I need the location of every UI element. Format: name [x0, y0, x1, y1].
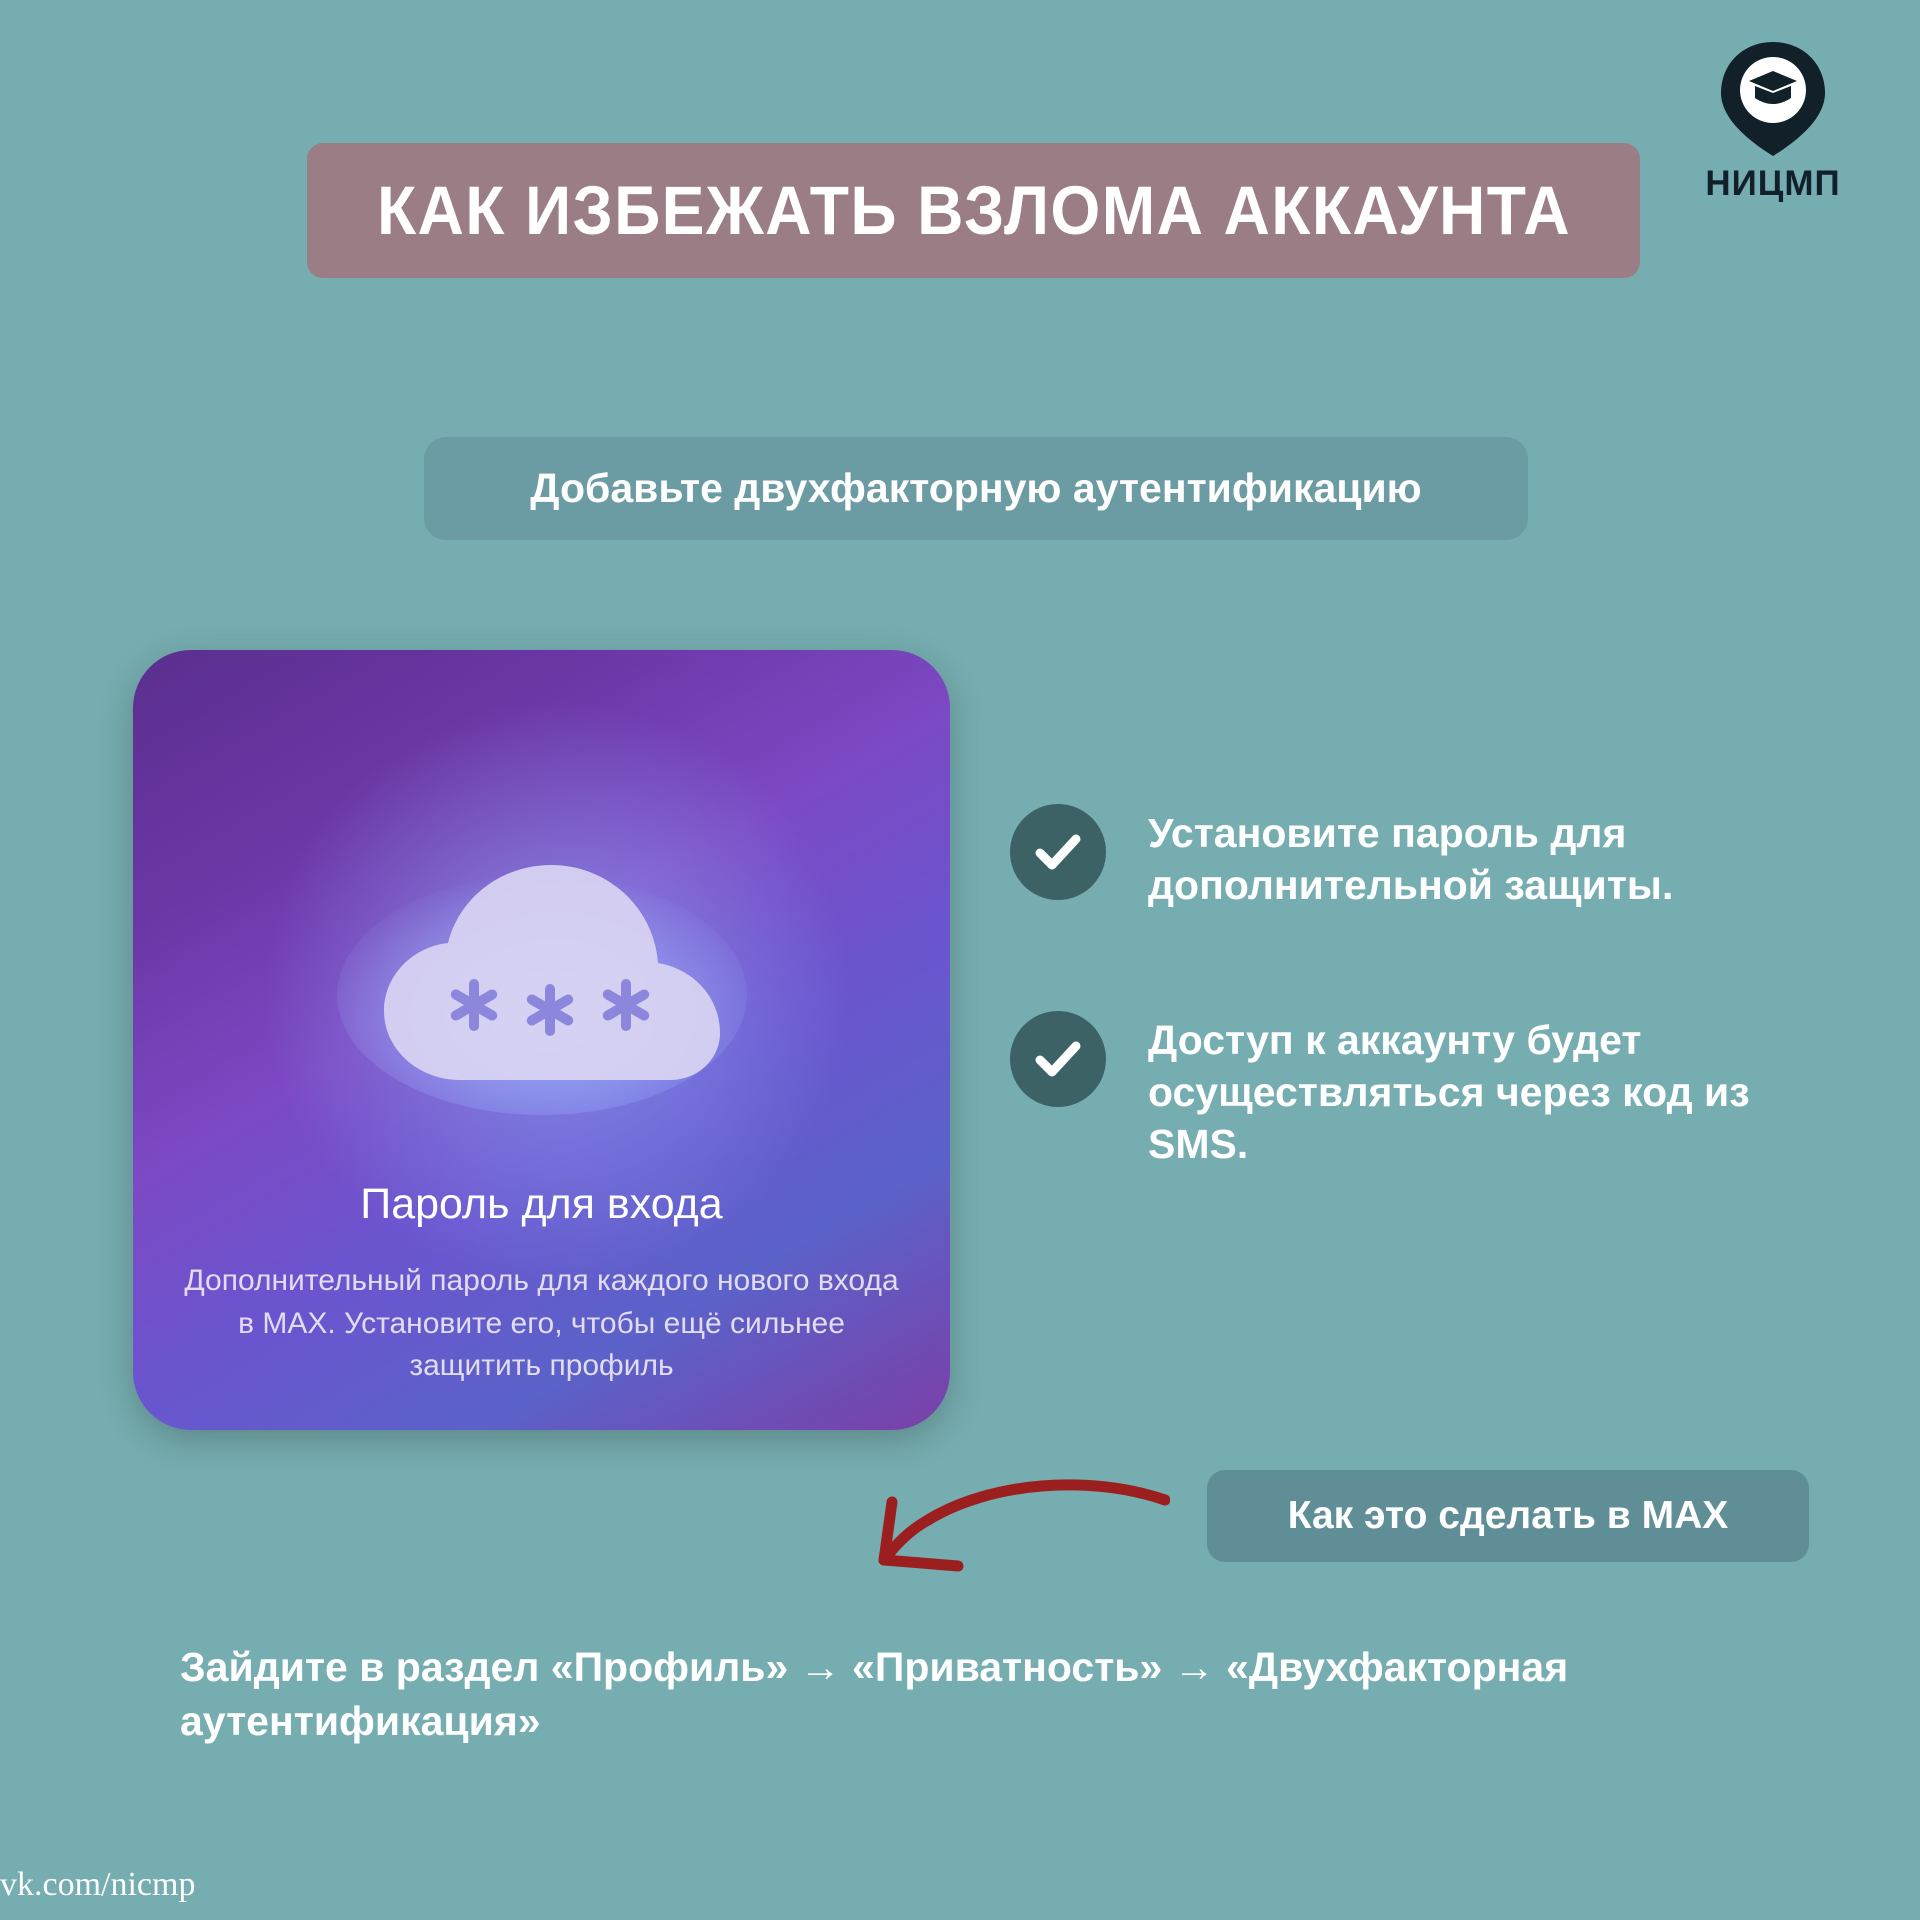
- list-item-label: Установите пароль для дополнительной защиты.: [1148, 810, 1674, 908]
- check-icon: [1010, 804, 1106, 900]
- how-to-pill: [1207, 1470, 1809, 1562]
- subtitle-pill: [424, 437, 1528, 540]
- instruction-text: Зайдите в раздел «Профиль» → «Приватность» → «Двухфакторная аутентификация»: [180, 1644, 1569, 1745]
- list-item: [1010, 1007, 1850, 1170]
- app-screenshot-card: [133, 650, 950, 1430]
- list-item: [1010, 800, 1850, 911]
- how-to-pill-label: Как это сделать в MAX: [1287, 1494, 1729, 1537]
- subtitle-text: Добавьте двухфакторную аутентификацию: [530, 465, 1422, 511]
- page-title: КАК ИЗБЕЖАТЬ ВЗЛОМА АККАУНТА: [376, 172, 1571, 249]
- list-item-label: Доступ к аккаунту будет осуществляться через код из SMS.: [1148, 1017, 1750, 1167]
- app-card-body: Дополнительный пароль для каждого нового входа в MAX. Установите его, чтобы ещё сильнее защитить профиль: [184, 1264, 899, 1383]
- map-pin-graduation-cap-icon: [1717, 40, 1829, 158]
- page-title-banner: [307, 143, 1640, 278]
- brand-logo: [1678, 40, 1868, 204]
- brand-logo-text: НИЦМП: [1705, 164, 1841, 203]
- cloud-password-icon: [332, 830, 752, 1125]
- curved-arrow-left-icon: [840, 1468, 1170, 1593]
- app-card-heading: Пароль для входа: [360, 1180, 723, 1228]
- benefits-list: [1010, 800, 1850, 1266]
- check-icon: [1010, 1011, 1106, 1107]
- vk-handle: vk.com/nicmp: [0, 1866, 196, 1903]
